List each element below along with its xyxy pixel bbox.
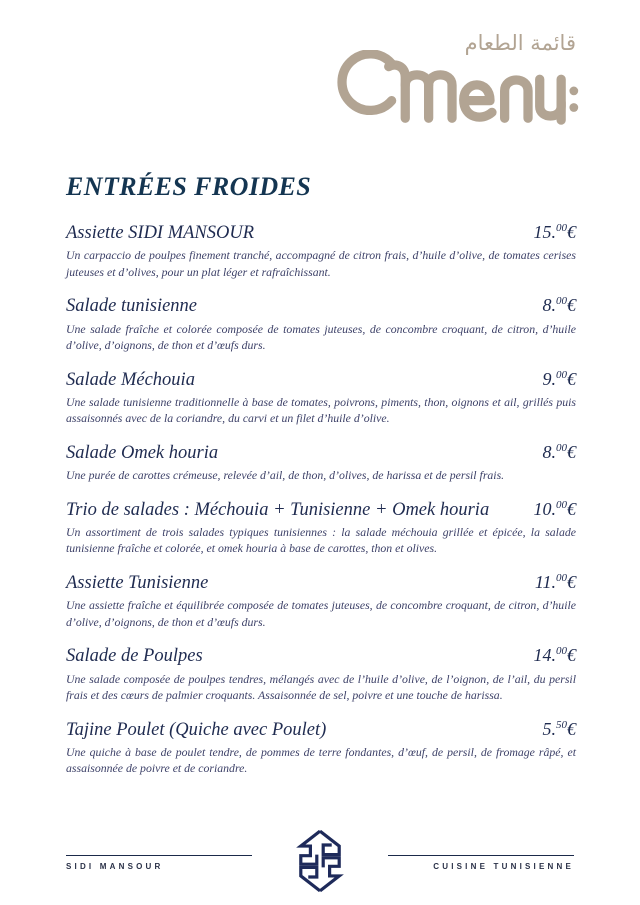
- price-currency: €: [567, 441, 576, 462]
- dish-row: [66, 222, 576, 244]
- price-currency: €: [567, 498, 576, 519]
- dish-description: Une salade fraîche et colorée composée de tomates juteuses, de concombre croquant, de citron, d’huile d’olive, d’oignons, de thon et d’œufs durs.: [66, 321, 576, 353]
- dish-price: [543, 369, 577, 390]
- price-currency: €: [567, 718, 576, 739]
- price-whole: 5.: [542, 718, 556, 739]
- section-heading: ENTRÉES FROIDES: [66, 172, 312, 201]
- menu-item: [66, 369, 576, 427]
- price-cents: 50: [556, 718, 567, 731]
- menu-items: [66, 222, 576, 777]
- price-whole: 8.: [542, 295, 556, 316]
- price-whole: 14.: [533, 645, 556, 666]
- dish-description: Une salade composée de poulpes tendres, mélangés avec de l’huile d’olive, de l’oignon, de l’ail, du persil frais et des cœurs de palmier croquants. Assaisonnée de sel, poivre et une touche de harissa.: [66, 671, 576, 703]
- price-cents: 00: [556, 368, 567, 381]
- menu-item: [66, 645, 576, 703]
- price-cents: 00: [556, 498, 567, 511]
- price-cents: 00: [556, 571, 567, 584]
- price-cents: 00: [556, 295, 567, 308]
- price-currency: €: [567, 222, 576, 242]
- dish-price: [543, 295, 577, 316]
- price-currency: €: [567, 295, 576, 316]
- price-whole: 15.: [533, 222, 556, 242]
- dish-price: [534, 222, 577, 243]
- price-currency: €: [567, 368, 576, 389]
- menu-item: [66, 572, 576, 630]
- dish-name: Assiette SIDI MANSOUR: [66, 223, 255, 243]
- dish-row: [66, 572, 576, 594]
- dish-description: Une quiche à base de poulet tendre, de pommes de terre fondantes, d’œuf, de persil, de fromage râpé, et assaisonnée de poivre et de coriandre.: [66, 744, 576, 776]
- menu-item: [66, 499, 576, 557]
- cuisine-label: CUISINE TUNISIENNE: [433, 862, 574, 871]
- dish-description: Une purée de carottes crémeuse, relevée d’ail, de thon, d’olives, de harissa et de persil frais.: [66, 468, 505, 483]
- menu-script-logo-icon: [326, 50, 580, 126]
- dish-row: [66, 369, 576, 391]
- dish-name: Tajine Poulet (Quiche avec Poulet): [66, 719, 327, 740]
- dish-name: Salade Omek houria: [66, 442, 219, 463]
- dish-price: [535, 572, 576, 593]
- dish-description: Une assiette fraîche et équilibrée composée de tomates juteuses, de concombre croquant, de citron, d’huile d’olive, d’oignons, de thon et d’œufs durs.: [66, 598, 576, 629]
- dish-price: [534, 499, 577, 520]
- dish-description: Un assortiment de trois salades typiques tunisiennes : la salade méchouia grillée et épicée, la salade tunisienne fraîche et colorée, et omek houria à base de carottes, thon et olives.: [66, 524, 576, 556]
- restaurant-name: SIDI MANSOUR: [66, 862, 164, 871]
- arabic-title: قائمة الطعام: [464, 31, 576, 55]
- dish-name: Salade de Poulpes: [66, 646, 203, 667]
- price-cents: 00: [556, 441, 567, 454]
- dish-name: Assiette Tunisienne: [66, 572, 209, 593]
- dish-name: Salade tunisienne: [66, 296, 198, 317]
- dish-row: [66, 499, 576, 521]
- footer-rule-right: [388, 855, 574, 856]
- price-cents: 00: [556, 645, 567, 658]
- dish-name: Salade Méchouia: [66, 369, 195, 390]
- price-whole: 9.: [542, 368, 556, 389]
- dish-description: Un carpaccio de poulpes finement tranché, accompagné de citron frais, d’huile d’olive, de tomates cerises juteuses et d’olives, pour un plat léger et rafraîchissant.: [66, 248, 576, 279]
- dish-row: [66, 719, 576, 741]
- price-currency: €: [567, 571, 576, 592]
- price-currency: €: [567, 645, 576, 666]
- dish-row: [66, 645, 576, 667]
- price-whole: 8.: [542, 441, 556, 462]
- dish-name: Trio de salades : Méchouia + Tunisienne + Omek houria: [66, 499, 490, 520]
- menu-item: [66, 719, 576, 777]
- dish-price: [543, 719, 577, 740]
- sidi-mansour-emblem-icon: [296, 829, 344, 893]
- menu-item: [66, 222, 576, 280]
- menu-item: [66, 442, 576, 484]
- footer-rule-left: [66, 855, 252, 856]
- price-whole: 11.: [534, 571, 556, 592]
- dish-price: [534, 645, 577, 666]
- menu-content: [66, 172, 576, 792]
- footer-left: [66, 855, 252, 871]
- menu-item: [66, 295, 576, 353]
- price-whole: 10.: [533, 498, 556, 519]
- footer-right: [388, 855, 574, 871]
- price-cents: 00: [556, 222, 567, 234]
- dish-description: Une salade tunisienne traditionnelle à base de tomates, poivrons, piments, thon, oignons et ail, grillés puis assaisonnés avec de la coriandre, du carvi et un filet d’huile d’olive.: [66, 394, 576, 426]
- footer: [66, 829, 574, 893]
- dish-row: [66, 442, 576, 464]
- dish-row: [66, 295, 576, 317]
- dish-price: [543, 442, 577, 463]
